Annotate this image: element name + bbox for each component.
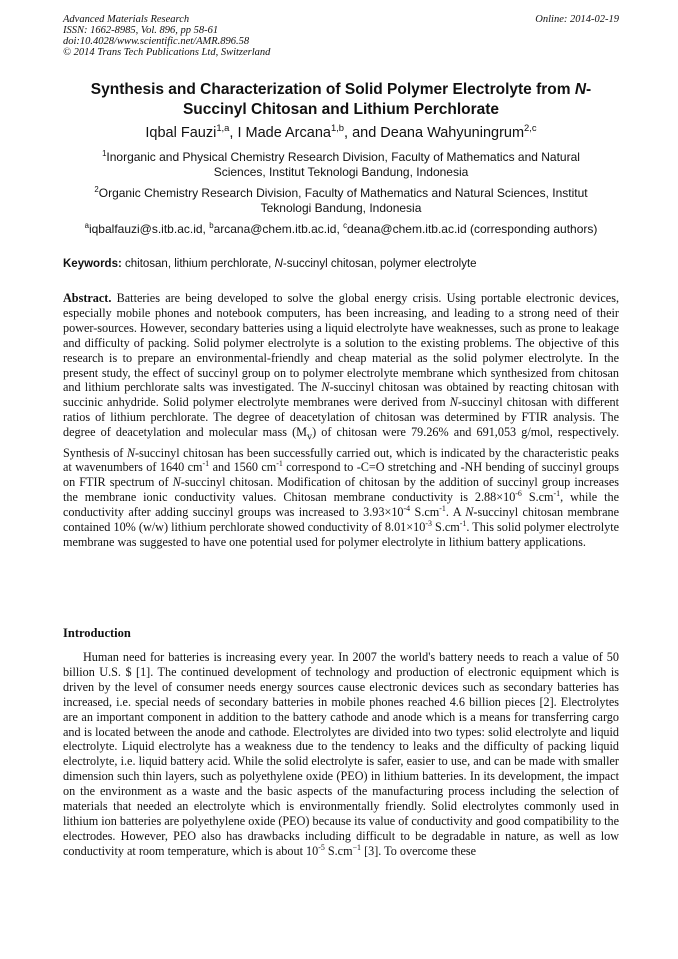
abstract-superscript: -1 bbox=[553, 489, 561, 499]
abstract-superscript: -4 bbox=[403, 504, 411, 514]
abstract-text: -succinyl chitosan was obtained by reacting chitosan with succinic anhydride. Solid polymer electrolyte membranes were derived from bbox=[63, 380, 619, 410]
abstract-superscript: -1 bbox=[459, 518, 467, 528]
email-c-marker: c bbox=[343, 221, 348, 230]
abstract-italic: N bbox=[126, 445, 135, 460]
affiliation-2-line-2: Teknologi Bandung, Indonesia bbox=[260, 201, 422, 215]
affiliation-2-line-1: Organic Chemistry Research Division, Faculty of Mathematics and Natural Sciences, Institut bbox=[98, 186, 588, 200]
keywords-text-end: -succinyl chitosan, polymer electrolyte bbox=[282, 258, 477, 270]
abstract-text: Batteries are being developed to solve the global energy crisis. Using portable electronic devices, especially mobile phones and notebook computers, has been increasing, and leading to a strong need of their power-sources. However, secondary batteries using a liquid electrolyte have weaknesses, such as prone to leakage and difficulty of packing. Solid polymer electrolyte is a solution to the existing problems. The objective of this research is to prepare an environmental-friendly and cheap material as the solid polymer electrolyte. In the present study, the effect of succinyl group on to polymer electrolyte membrane which synthesized from chitosan and lithium perchlorate salts was investigated. The bbox=[63, 291, 619, 395]
author-3-marker: 2,c bbox=[524, 122, 537, 134]
online-date: Online: 2014-02-19 bbox=[535, 14, 619, 25]
email-b-marker: b bbox=[209, 221, 214, 230]
journal-header bbox=[63, 14, 619, 58]
author-1-marker: 1,a bbox=[216, 122, 230, 134]
author-3: , and Deana Wahyuningrum bbox=[344, 125, 525, 141]
journal-name: Advanced Materials Research bbox=[63, 14, 190, 25]
doi-line: doi:10.4028/www.scientific.net/AMR.896.58 bbox=[63, 36, 250, 47]
email-b[interactable]: arcana@chem.itb.ac.id, bbox=[213, 222, 344, 236]
abstract-italic: N bbox=[449, 395, 458, 410]
title-line-2: Succinyl Chitosan and Lithium Perchlorate bbox=[182, 101, 500, 118]
author-1: Iqbal Fauzi bbox=[145, 125, 217, 141]
email-a[interactable]: iqbalfauzi@s.itb.ac.id, bbox=[88, 222, 210, 236]
introduction-body bbox=[63, 650, 619, 859]
affiliation-1-marker: 1 bbox=[102, 149, 107, 158]
author-emails bbox=[63, 222, 619, 237]
abstract-italic: N bbox=[172, 475, 181, 490]
affiliation-2-marker: 2 bbox=[94, 185, 99, 194]
introduction-heading: Introduction bbox=[63, 626, 131, 640]
abstract-label: Abstract. bbox=[63, 291, 112, 305]
introduction-text: S.cm bbox=[324, 843, 353, 858]
issn-line: ISSN: 1662-8985, Vol. 896, pp 58-61 bbox=[63, 25, 219, 36]
abstract-text: and 1560 cm bbox=[209, 460, 277, 475]
abstract-text: S.cm bbox=[410, 505, 440, 520]
abstract-text: S.cm bbox=[521, 490, 554, 505]
title-hyphen: - bbox=[586, 81, 592, 98]
keywords-label: Keywords: bbox=[63, 258, 122, 270]
abstract-superscript: -3 bbox=[425, 518, 432, 528]
author-2: , I Made Arcana bbox=[229, 125, 331, 141]
abstract-text: . This solid polymer electrolyte membrane was suggested to have one potential used for polymer electrolyte in lithium battery applications. bbox=[63, 520, 619, 549]
abstract-superscript: -1 bbox=[439, 504, 446, 514]
abstract-italic: N bbox=[465, 505, 474, 520]
abstract-italic: N bbox=[321, 380, 330, 395]
affiliation-1 bbox=[63, 150, 619, 180]
email-c[interactable]: deana@chem.itb.ac.id (corresponding authors) bbox=[347, 222, 598, 236]
paper-title bbox=[63, 80, 619, 120]
keywords-italic-n: N bbox=[274, 258, 283, 270]
introduction-text: Human need for batteries is increasing every year. In 2007 the world's battery needs to reach a value of 50 billion U.S. $ [1]. The continued development of technology and production of electronic equipment which is driven by the level of consumer needs energy sources cause electronic devices such as secondary batteries has increased, i.e. special needs of secondary batteries in mobile phones reached 4.6 billion pieces [2]. Electrolytes are an important component in addition to the battery cathode and anode which is a means for transferring cargo and is located between the anode and cathode. Electrolytes are divided into two types: solid electrolyte and liquid electrolyte. Liquid electrolyte has a weakness due to the tendency to leaks and the difficulty of packing liquid electrolyte, i.e. liquid battery acid. While the solid electrolyte is safer, easier to use, and can be made with smaller dimension such thin layers, such as polyethylene oxide (PEO) in lithium batteries. In its development, the impact on the environment as a waste and the basic aspects of the manufacturing process including the selection of materials that needed an electrolyte which is environmentally friendly. Solid electrolytes commonly used in lithium ion batteries are polyethylene oxide (PEO) because its value of conductivity and good compatibility to the electrodes. However, PEO also has drawbacks including difficult to be degradable in nature, as well as low conductivity at room temperature, which is about 10 bbox=[63, 650, 619, 858]
affiliation-2 bbox=[63, 186, 619, 216]
affiliation-1-line-1: Inorganic and Physical Chemistry Research Division, Faculty of Mathematics and Natural bbox=[106, 150, 580, 164]
introduction-superscript: −1 bbox=[352, 842, 362, 852]
abstract-text: -succinyl chitosan with different ratios of lithium perchlorate. The degree of deacetylation of chitosan was determined by FTIR analysis. The degree of deacetylation and molecular mass (M bbox=[63, 395, 619, 440]
title-text: Synthesis and Characterization of Solid Polymer Electrolyte from bbox=[90, 81, 575, 98]
abstract-text: , while the conductivity after adding succinyl groups was increased to 3.93×10 bbox=[63, 490, 620, 520]
affiliation-1-line-2: Sciences, Institut Teknologi Bandung, Indonesia bbox=[213, 165, 469, 179]
author-list bbox=[63, 124, 619, 142]
abstract-text: correspond to -C=O stretching and -NH bending of succinyl groups on FTIR spectrum of bbox=[63, 460, 619, 490]
abstract-text: ) of chitosan were 79.26% and 691,053 g/mol, respectively. Synthesis of bbox=[63, 425, 620, 460]
title-italic-n: N bbox=[574, 81, 587, 98]
email-a-marker: a bbox=[84, 221, 89, 230]
copyright-line: © 2014 Trans Tech Publications Ltd, Switzerland bbox=[63, 47, 271, 58]
abstract-text: -succinyl chitosan. Modification of chitosan by the addition of succinyl group increases the membrane ionic conductivity values. Chitosan membrane conductivity is 2.88×10 bbox=[63, 475, 619, 505]
abstract-superscript: -1 bbox=[202, 459, 210, 469]
abstract-superscript: -6 bbox=[515, 489, 522, 499]
abstract-text: S.cm bbox=[431, 520, 460, 535]
author-2-marker: 1,b bbox=[330, 122, 345, 134]
introduction-superscript: -5 bbox=[318, 842, 325, 852]
abstract-text: . A bbox=[445, 505, 466, 520]
keywords-text: chitosan, lithium perchlorate, bbox=[121, 258, 275, 270]
abstract-text: -succinyl chitosan has been successfully carried out, which is indicated by the characteristic peaks at wavenumbers of 1640 cm bbox=[63, 445, 619, 475]
abstract-superscript: -1 bbox=[276, 459, 283, 469]
abstract-text: -succinyl chitosan membrane contained 10% (w/w) lithium perchlorate showed conductivity of 8.01×10 bbox=[63, 505, 619, 535]
introduction-text: [3]. To overcome these bbox=[361, 843, 477, 858]
abstract-subscript: v bbox=[306, 431, 313, 443]
keywords bbox=[63, 257, 619, 271]
abstract bbox=[63, 291, 619, 550]
